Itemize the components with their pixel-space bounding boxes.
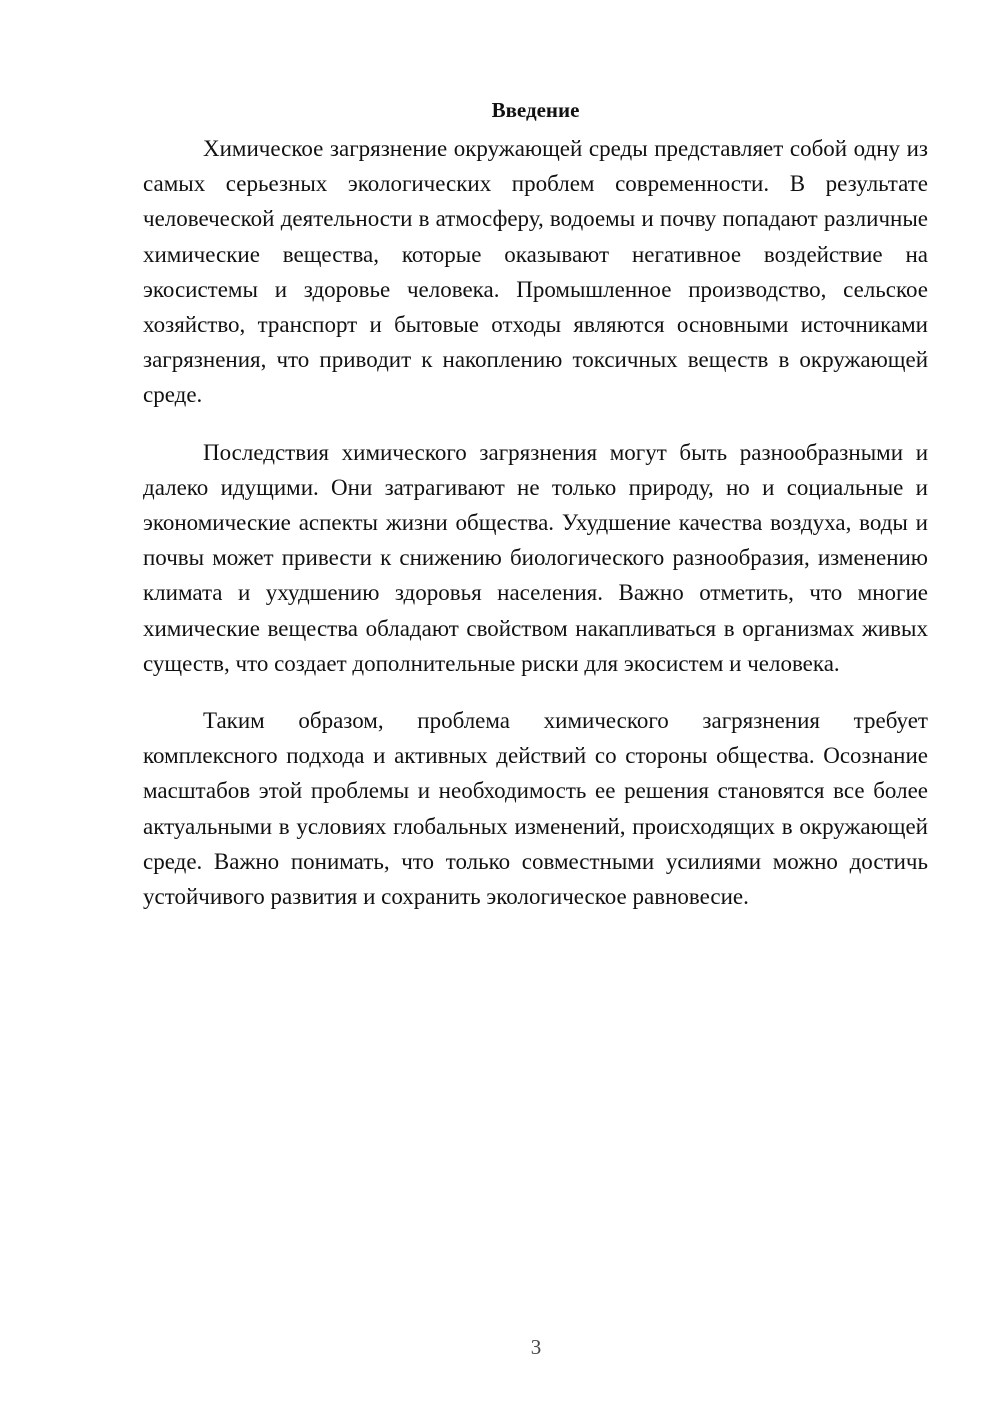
paragraph-2: Последствия химического загрязнения могут быть разнообразными и далеко идущими. Они затрагивают не только природу, но и социальные и экономические аспекты жизни общества. Ухудшение качества воздуха, воды и почвы может привести к снижению биологического разнообразия, изменению климата и ухудшению здоровья населения. Важно отметить, что многие химические вещества обладают свойством накапливаться в организмах живых существ, что создает дополнительные риски для экосистем и человека. xyxy=(143,439,928,676)
paragraph-1: Химическое загрязнение окружающей среды представляет собой одну из самых серьезных экологических проблем современности. В результате человеческой деятельности в атмосферу, водоемы и почву попадают различные химические вещества, которые оказывают негативное воздействие на экосистемы и здоровье человека. Промышленное производство, сельское хозяйство, транспорт и бытовые отходы являются основными источниками загрязнения, что приводит к накоплению токсичных веществ в окружающей среде. xyxy=(143,136,928,408)
page-content xyxy=(143,95,928,936)
page-number: 3 xyxy=(530,1335,542,1359)
section-title: Введение xyxy=(491,98,580,122)
paragraph-3: Таким образом, проблема химического загрязнения требует комплексного подхода и активных действий со стороны общества. Осознание масштабов этой проблемы и необходимость ее решения становятся все более актуальными в условиях глобальных изменений, происходящих в окружающей среде. Важно понимать, что только совместными усилиями можно достичь устойчивого развития и сохранить экологическое равновесие. xyxy=(143,708,928,910)
